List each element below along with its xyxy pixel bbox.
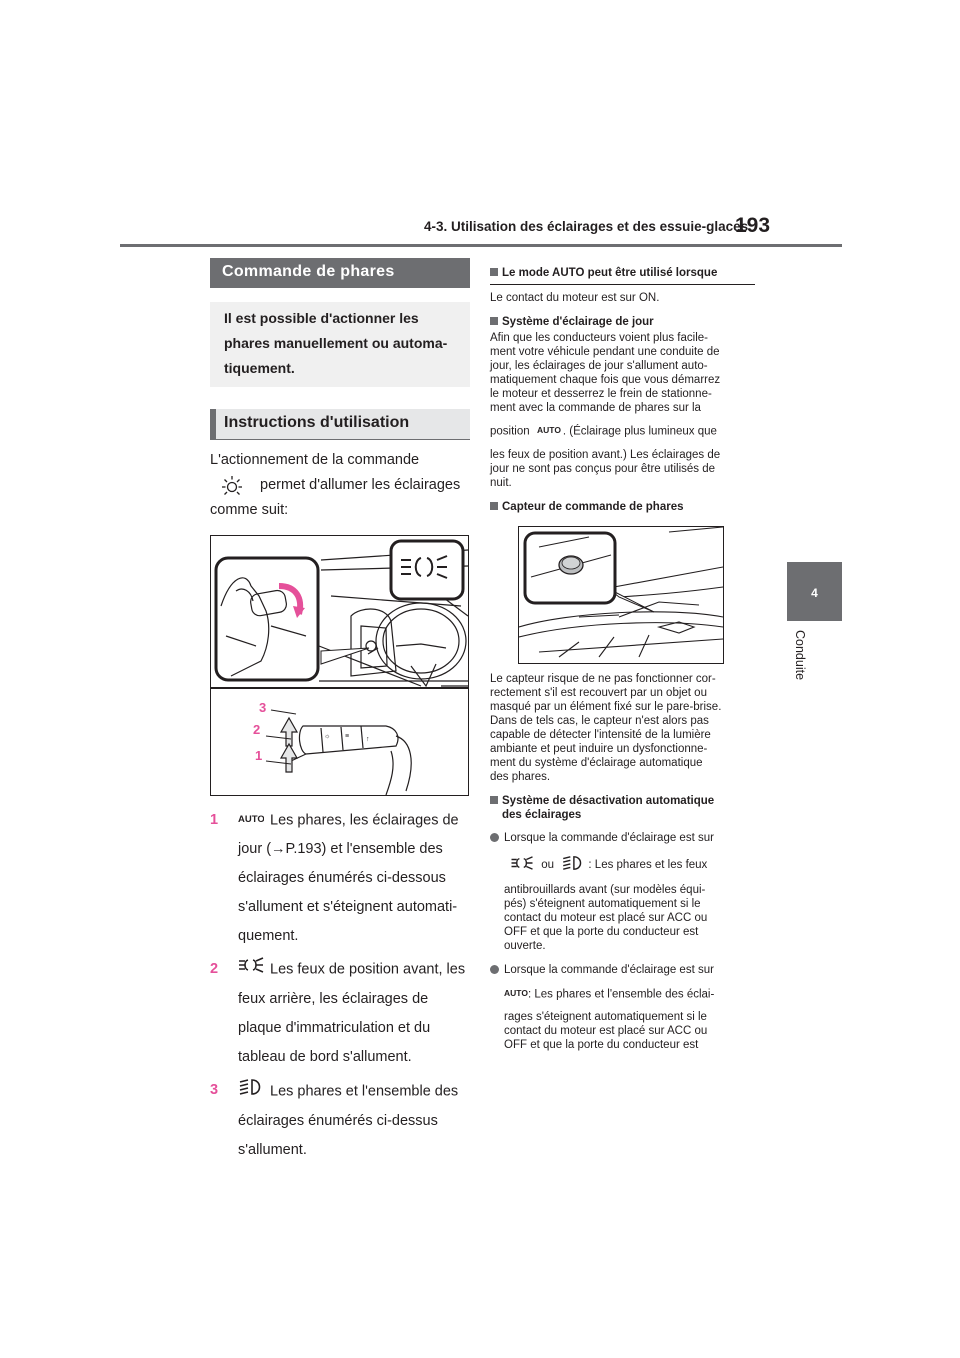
- operation-line-3: comme suit:: [210, 502, 289, 518]
- svg-text:AUTO: AUTO: [238, 814, 264, 824]
- drl-line: matiquement chaque fois que vous démarrez: [490, 374, 721, 386]
- svg-text:≡: ≡: [345, 733, 350, 740]
- svg-text:AUTO: AUTO: [536, 425, 561, 435]
- drl-line: Afin que les conducteurs voient plus facile-: [490, 332, 708, 344]
- chapter-tab-label: Conduite: [793, 630, 807, 681]
- svg-text:↑: ↑: [366, 736, 370, 743]
- operation-line-2: [210, 473, 470, 498]
- item-number: 3: [210, 1081, 219, 1098]
- item-line: éclairages énumérés ci-dessous: [238, 870, 446, 887]
- operation-line-2-text: permet d'allumer les éclairages: [260, 477, 461, 493]
- section-rule: [210, 439, 470, 440]
- or-text: ou: [541, 859, 554, 872]
- drl-position-suffix: . (Éclairage plus lumineux que: [562, 425, 717, 438]
- list-item: [210, 957, 470, 1069]
- svg-text:AUTO: AUTO: [504, 988, 528, 998]
- bullet-after-text: : Les phares et l'ensemble des éclai-: [528, 988, 715, 1001]
- bullet-line: ouverte.: [504, 940, 546, 952]
- item-first-line: Les feux de position avant, les: [270, 961, 466, 978]
- item-line: quement.: [238, 928, 299, 945]
- auto-off-heading-line: Système de désactivation automatique: [502, 795, 715, 807]
- item-first-line: Les phares et l'ensemble des: [270, 1082, 459, 1099]
- bullet-item: [490, 963, 755, 1052]
- bullet-line: contact du moteur est placé sur ACC ou: [504, 1025, 708, 1037]
- item-line: jour (→P.193) et l'ensemble des: [238, 841, 443, 858]
- header-rule: [120, 244, 842, 247]
- headlight-switch-illustration: [211, 536, 468, 795]
- auto-icon: [238, 808, 264, 833]
- operation-line-1: L'actionnement de la commande: [210, 452, 420, 468]
- auto-off-heading-line: des éclairages: [502, 809, 582, 821]
- list-item: [210, 808, 470, 949]
- bullet-line: OFF et que la porte du conducteur est: [504, 926, 699, 938]
- item-line: s'allument.: [238, 1141, 307, 1158]
- bullet-after-text: : Les phares et les feux: [588, 859, 708, 872]
- sensor-line: rectement s'il est recouvert par un objet ou: [490, 687, 707, 699]
- item-line: s'allument et s'éteignent automati-: [238, 899, 458, 916]
- figure-callout-1: 1: [255, 748, 263, 763]
- drl-heading: Système d'éclairage de jour: [490, 315, 755, 329]
- operation-text: [210, 448, 470, 523]
- chapter-tab[interactable]: 4: [787, 562, 842, 621]
- sensor-line: Dans de tels cas, le capteur n'est alors pas: [490, 715, 709, 727]
- sensor-line: Le capteur risque de ne pas fonctionner cor-: [490, 673, 716, 685]
- list-item: [210, 1078, 470, 1163]
- item-line: tableau de bord s'allument.: [238, 1048, 412, 1065]
- sensor-line: ambiante et peut induire un dysfonctionne-: [490, 743, 708, 755]
- bullet-icons-line: [504, 855, 755, 875]
- sensor-line: masqué par un élément fixé sur le pare-brise.: [490, 701, 722, 713]
- auto-icon: [504, 987, 528, 1002]
- section-title-headlight-switch: Commande de phares: [210, 258, 470, 288]
- left-column: [210, 258, 470, 1163]
- drl-text: [490, 331, 755, 490]
- light-switch-icon: [220, 475, 244, 497]
- headlight-switch-figure: [210, 535, 469, 796]
- sensor-figure: [518, 526, 724, 664]
- bullet-line: Lorsque la commande d'éclairage est sur: [504, 964, 714, 976]
- drl-position-line: [490, 424, 755, 439]
- drl-line: jour ne sont pas conçus pour être utilisés de: [490, 463, 716, 475]
- item-number: 2: [210, 961, 219, 978]
- bullet-item: [490, 831, 755, 953]
- position-lights-icon: [510, 856, 534, 874]
- drl-line: ment avec la commande de phares sur la: [490, 402, 701, 414]
- position-lights-icon: [238, 957, 264, 982]
- auto-mode-rule: [490, 284, 755, 285]
- item-number: 1: [210, 812, 219, 828]
- auto-mode-heading: Le mode AUTO peut être utilisé lorsque: [490, 266, 755, 280]
- drl-line: le moteur et desserrez le frein de stationne-: [490, 388, 712, 400]
- section-title-instructions: Instructions d'utilisation: [210, 409, 470, 439]
- sensor-line: des phares.: [490, 771, 551, 783]
- bullet-line: pés) s'éteignent automatiquement si le: [504, 898, 701, 910]
- sensor-line: ment du système d'éclairage automatique: [490, 757, 703, 769]
- drl-line: ment votre véhicule pendant une conduite de: [490, 346, 720, 358]
- item-first-line: Les phares, les éclairages de: [270, 812, 459, 829]
- item-line: plaque d'immatriculation et du: [238, 1019, 431, 1036]
- bullet-line: antibrouillards avant (sur modèles équi-: [504, 884, 706, 896]
- headlights-icon: [561, 855, 585, 875]
- item-line: éclairages énumérés ci-dessus: [238, 1112, 438, 1129]
- bullet-line: rages s'éteignent automatiquement si le: [504, 1011, 707, 1023]
- right-column: [490, 266, 755, 1052]
- bullet-line: Lorsque la commande d'éclairage est sur: [504, 832, 714, 844]
- auto-icon: [537, 424, 561, 439]
- bullet-line: OFF et que la porte du conducteur est: [504, 1039, 699, 1051]
- headlights-icon: [238, 1078, 264, 1105]
- drl-line: jour, les éclairages de jour s'allument auto-: [490, 360, 708, 372]
- item-line: feux arrière, les éclairages de: [238, 990, 429, 1007]
- sensor-heading: Capteur de commande de phares: [490, 500, 755, 514]
- auto-mode-text: Le contact du moteur est sur ON.: [490, 292, 660, 304]
- figure-callout-3: 3: [259, 700, 267, 715]
- svg-text:☼: ☼: [324, 733, 331, 740]
- sensor-line: capable de détecter l'intensité de la lumière: [490, 729, 711, 741]
- sensor-illustration: [519, 527, 723, 663]
- page-number: 193: [735, 214, 771, 237]
- bullet-line: contact du moteur est placé sur ACC ou: [504, 912, 708, 924]
- auto-off-heading: [490, 794, 755, 822]
- drl-line: les feux de position avant.) Les éclairages de: [490, 449, 721, 461]
- intro-box: Il est possible d'actionner les phares manuellement ou automa-tiquement.: [210, 302, 470, 387]
- bullet-icons-line: [504, 987, 755, 1002]
- chapter-title: 4-3. Utilisation des éclairages et des essuie-glaces: [424, 219, 749, 234]
- drl-position-prefix: position: [490, 425, 530, 438]
- drl-line: nuit.: [490, 477, 512, 489]
- sensor-text: [490, 672, 755, 784]
- figure-callout-2: 2: [253, 722, 261, 737]
